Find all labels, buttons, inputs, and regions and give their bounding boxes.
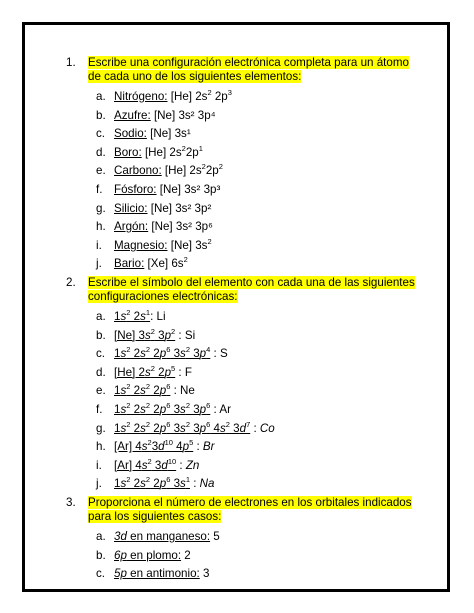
q1-item-f: f. Fósforo: [Ne] 3s² 3p³ <box>96 183 221 196</box>
question-3 <box>60 496 420 524</box>
question-2 <box>60 276 420 304</box>
q2-item-h: h. [Ar] $4s^23d^{10}$ $4p^5$ : Br <box>96 438 215 454</box>
q1-item-h: h. Argón: [Ne] 3s² 3p⁶ <box>96 220 213 234</box>
q2-item-a: a. $1s^2$ $2s^1$: Li <box>96 308 166 323</box>
q2-item-j: j. $1s^2$ $2s^2$ $2p^6$ $3s^1$ : Na <box>96 475 215 491</box>
q3-item-b: b. 6p en plomo: 2 <box>96 548 191 562</box>
q1-item-c: c. Sodio: [Ne] 3s¹ <box>96 127 191 141</box>
question-text: Proporciona el número de electrones en los orbitales indicados para los siguientes casos: <box>88 496 412 523</box>
q2-item-b: b. [Ne] $3s^2$ $3p^2$ : Si <box>96 326 196 342</box>
question-text: Escribe el símbolo del elemento con cada una de las siguientes configuraciones electrónicas: <box>88 276 415 303</box>
q2-item-i: i. [Ar] $4s^2$ $3d^{10}$ : Zn <box>96 456 200 472</box>
q1-item-g: g. Silicio: [Ne] 3s² 3p² <box>96 201 212 215</box>
question-number: 2. <box>66 276 76 289</box>
q1-item-e: e. Carbono: [He] $2s^22p^2$ <box>96 162 223 178</box>
q1-item-j: j. Bario: [Xe] $6s^2$ <box>96 255 188 271</box>
question-1 <box>60 56 420 84</box>
q2-item-f: f. $1s^2$ $2s^2$ $2p^6$ $3s^2$ $3p^6$ : Ar <box>96 401 231 416</box>
q1-item-a: a. Nitrógeno: [He] $2s^2$ $2p^3$ <box>96 88 232 103</box>
q3-item-c: c. 5p en antimonio: 3 <box>96 567 210 581</box>
question-number: 1. <box>66 56 76 69</box>
q2-item-c: c. $1s^2$ $2s^2$ $2p^6$ $3s^2$ $3p^4$ : S <box>96 345 228 361</box>
q1-item-d: d. Boro: [He] $2s^22p^1$ <box>96 143 203 159</box>
q1-item-b: b. Azufre: [Ne] 3s² 3p⁴ <box>96 108 216 122</box>
q1-item-i: i. Magnesio: [Ne] $3s^2$ <box>96 236 212 252</box>
question-text: Escribe una configuración electrónica completa para un átomo de cada uno de los siguientes elementos: <box>88 56 409 83</box>
q3-item-a: a. 3d en manganeso: 5 <box>96 530 220 543</box>
q2-item-d: d. [He] $2s^2$ $2p^5$ : F <box>96 363 192 379</box>
q2-item-g: g. $1s^2$ $2s^2$ $2p^6$ $3s^2$ $3p^6$ $4s^2$ $3d^7$ : Co <box>96 419 275 435</box>
question-number: 3. <box>66 496 76 509</box>
q2-item-e: e. $1s^2$ $2s^2$ $2p^6$ : Ne <box>96 382 195 398</box>
